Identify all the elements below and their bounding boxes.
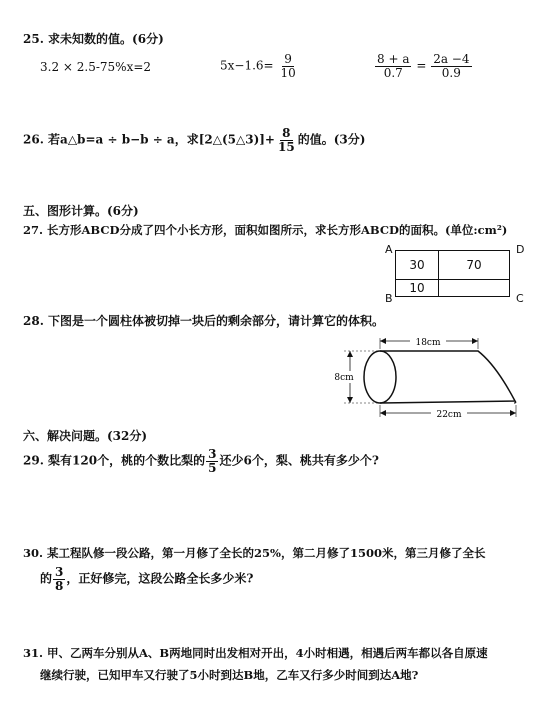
q28-question: 28. 下图是一个圆柱体被切掉一块后的剩余部分，请计算它的体积。 — [23, 314, 385, 328]
q31-line-2: 继续行驶，已知甲车又行驶了5小时到达B地，乙车又行多少时间到达A地? — [40, 668, 419, 682]
q30-line-1: 30. 某工程队修一段公路，第一月修了全长的25%，第二月修了1500米，第三月修了全长 — [23, 546, 486, 560]
equals-sign: = — [416, 58, 427, 73]
fraction-numerator: 2a −4 — [433, 52, 470, 66]
corner-label-a: A — [385, 243, 393, 256]
section-6-title: 六、解决问题。(32分) — [23, 429, 148, 443]
area-cell-unknown — [439, 280, 510, 297]
section-5-title: 五、图形计算。(6分) — [23, 204, 139, 218]
fraction-numerator: 3 — [208, 447, 217, 461]
fraction-denominator: 10 — [280, 65, 296, 80]
fraction-denominator: 0.7 — [383, 65, 403, 80]
q29-fraction — [206, 448, 218, 474]
q30-line-2 — [40, 566, 253, 592]
q26-text-after: 的值。(3分) — [297, 132, 366, 147]
q27-question: 27. 长方形ABCD分成了四个小长方形，面积如图所示，求长方形ABCD的面积。(单位:cm²) — [23, 223, 508, 237]
q26-text-before: 26. 若a△b=a ÷ b−b ÷ a，求[2△(5△3)]+ — [23, 132, 275, 147]
area-cell-30: 30 — [396, 251, 439, 280]
q25-eq2-fraction — [278, 53, 297, 79]
q25-equation-2 — [220, 53, 299, 79]
dim-top-length: 18cm — [415, 338, 441, 348]
q30-fraction — [53, 566, 65, 592]
q25-equation-1: 3.2 × 2.5-75%x=2 — [40, 60, 152, 74]
q31-line-1: 31. 甲、乙两车分别从A、B两地同时出发相对开出，4小时相遇，相遇后两车都以各自原速 — [23, 646, 488, 660]
fraction-denominator: 5 — [208, 460, 217, 475]
area-cell-10: 10 — [396, 280, 439, 297]
corner-label-b: B — [385, 292, 393, 305]
q25-title: 25. 求未知数的值。(6分) — [23, 32, 164, 46]
corner-label-c: C — [516, 292, 524, 305]
q25-eq2-left: 5x−1.6= — [220, 58, 274, 73]
fraction-numerator: 8 — [282, 126, 291, 140]
q29-question — [23, 448, 379, 474]
fraction-numerator: 3 — [55, 565, 64, 579]
fraction-denominator: 0.9 — [441, 65, 461, 80]
q29-text-after: 还少6个，梨、桃共有多少个? — [219, 453, 379, 468]
q25-eq3-right-fraction — [431, 53, 471, 79]
fraction-denominator: 8 — [55, 578, 64, 593]
corner-label-d: D — [516, 243, 525, 256]
fraction-denominator: 15 — [277, 139, 295, 154]
q30-text-before: 的 — [40, 571, 53, 586]
dim-height: 8cm — [334, 373, 354, 383]
q26-fraction — [276, 127, 297, 153]
q29-text-before: 29. 梨有120个，桃的个数比梨的 — [23, 453, 206, 468]
q30-text-after: ，正好修完，这段公路全长多少米? — [66, 571, 254, 586]
area-cell-70: 70 — [439, 251, 510, 280]
rectangle-abcd-diagram — [395, 250, 510, 297]
fraction-numerator: 8 + a — [377, 52, 410, 66]
q25-eq3-left-fraction — [375, 53, 411, 79]
q25-equation-3 — [374, 53, 473, 79]
q26-question — [23, 127, 365, 153]
cut-cylinder-diagram — [330, 335, 530, 420]
dim-bottom-length: 22cm — [436, 410, 462, 420]
fraction-numerator: 9 — [284, 52, 292, 66]
